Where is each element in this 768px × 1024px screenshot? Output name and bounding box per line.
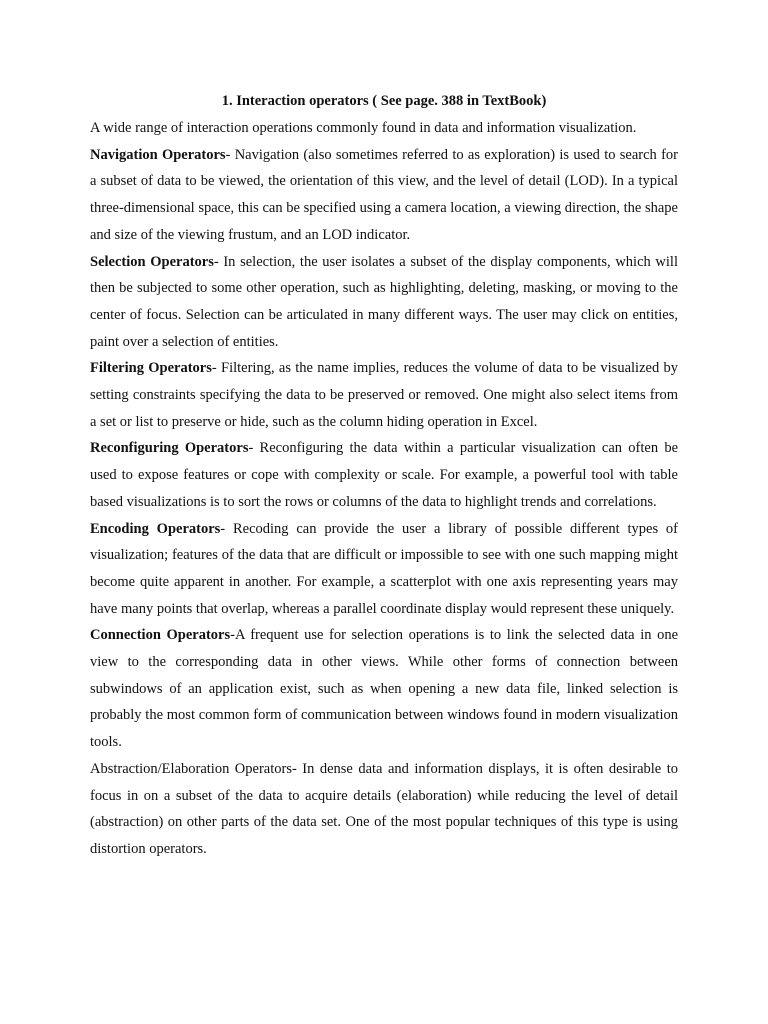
section-text: - Filtering, as the name implies, reduces the volume of data to be visualized by setting constraints specifying the data to be preserved or removed. One might also select items from a set or list to preserve or hide, such as the column hiding operation in Excel. [90, 360, 678, 430]
section-selection-operators [90, 249, 678, 356]
section-text: - In dense data and information displays, it is often desirable to focus in on a subset of the data to acquire details (elaboration) while reducing the level of detail (abstraction) on other parts of the data set. One of the most popular techniques of this type is using distortion operators. [90, 760, 678, 857]
section-term: Selection Operators [90, 253, 214, 270]
section-term: Reconfiguring Operators [90, 440, 249, 457]
section-term: Connection Operators [90, 627, 231, 644]
section-term: Abstraction/Elaboration Operators [90, 760, 292, 777]
section-navigation-operators [90, 142, 678, 249]
document-title: 1. Interaction operators ( See page. 388 in TextBook) [221, 93, 547, 109]
section-text: -A frequent use for selection operations is to link the selected data in one view to the corresponding data in other views. While other forms of connection between subwindows of an application exist, such as when opening a new data file, linked selection is probably the most common form of communication between windows found in modern visualization tools. [90, 627, 678, 751]
section-abstraction-elaboration-operators [90, 756, 678, 863]
section-connection-operators [90, 622, 678, 756]
section-filtering-operators [90, 355, 678, 435]
section-encoding-operators [90, 516, 678, 623]
section-text: - Reconfiguring the data within a particular visualization can often be used to expose features or cope with complexity or scale. For example, a powerful tool with table based visualizations is to sort the rows or columns of the data to highlight trends and correlations. [90, 440, 678, 510]
section-text: - Navigation (also sometimes referred to as exploration) is used to search for a subset of data to be viewed, the orientation of this view, and the level of detail (LOD). In a typical three-dimensional space, this can be specified using a camera location, a viewing direction, the shape and size of the viewing frustum, and an LOD indicator. [90, 146, 678, 243]
section-term: Encoding Operators [90, 520, 221, 537]
section-reconfiguring-operators [90, 435, 678, 515]
section-term: Navigation Operators [90, 146, 226, 163]
section-text: - Recoding can provide the user a library of possible different types of visualization; features of the data that are difficult or impossible to see with one such mapping might become quite apparent in another. For example, a scatterplot with one axis representing years may have many points that overlap, whereas a parallel coordinate display would represent these uniquely. [90, 520, 679, 617]
section-term: Filtering Operators [90, 360, 212, 377]
document-page [90, 88, 678, 863]
section-text: - In selection, the user isolates a subset of the display components, which will then be subjected to some other operation, such as highlighting, deleting, masking, or moving to the center of focus. Selection can be articulated in many different ways. The user may click on entities, paint over a selection of entities. [90, 253, 678, 350]
intro-paragraph: A wide range of interaction operations commonly found in data and information visualization. [90, 120, 637, 136]
